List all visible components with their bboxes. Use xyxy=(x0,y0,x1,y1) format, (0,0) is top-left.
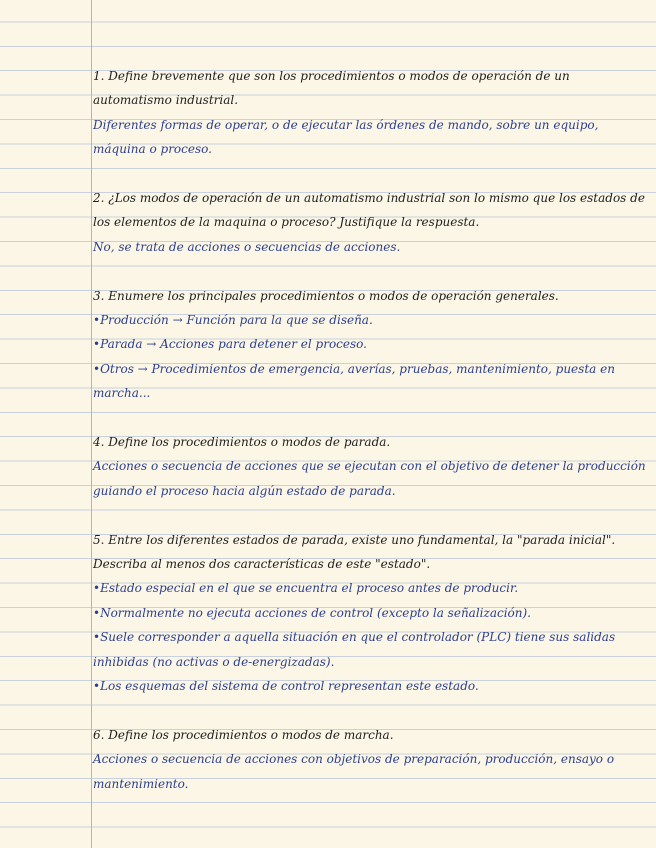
answer-text: Acciones o secuencia de acciones con objetivos de preparación, producción, ensayo o mantenimiento. xyxy=(93,752,615,791)
question-block-4 xyxy=(93,430,649,503)
question-text: 3. Enumere los principales procedimientos o modos de operación generales. xyxy=(93,288,559,303)
list-item: • Normalmente no ejecuta acciones de control (excepto la señalización). xyxy=(93,601,649,625)
notes-page xyxy=(93,64,649,821)
question-block-6 xyxy=(93,723,649,796)
question-block-1 xyxy=(93,64,649,162)
question-text: 1. Define brevemente que son los procedimientos o modos de operación de un automatismo industrial. xyxy=(93,69,570,108)
list-item: • Suele corresponder a aquella situación en que el controlador (PLC) tiene sus salidas inhibidas (no activas o de-energizadas). xyxy=(93,625,649,674)
list-item: • Los esquemas del sistema de control representan este estado. xyxy=(93,674,649,698)
answer-text: No, se trata de acciones o secuencias de acciones. xyxy=(93,239,401,254)
answer-list xyxy=(93,308,649,406)
list-item: • Parada → Acciones para detener el proceso. xyxy=(93,332,649,356)
list-item: • Otros → Procedimientos de emergencia, averías, pruebas, mantenimiento, puesta en marcha... xyxy=(93,357,649,406)
answer-list xyxy=(93,576,649,698)
question-block-2 xyxy=(93,186,649,259)
question-block-5 xyxy=(93,528,649,699)
question-text: 6. Define los procedimientos o modos de marcha. xyxy=(93,727,394,742)
question-text: 2. ¿Los modos de operación de un automatismo industrial son lo mismo que los estados de los elementos de la maquina o proceso? Justifique la respuesta. xyxy=(93,191,645,230)
question-text: 4. Define los procedimientos o modos de parada. xyxy=(93,435,391,450)
answer-text: Acciones o secuencia de acciones que se ejecutan con el objetivo de detener la producción guiando el proceso hacia algún estado de parada. xyxy=(93,459,646,498)
notebook-margin-line xyxy=(91,0,92,848)
list-item: • Producción → Función para la que se diseña. xyxy=(93,308,649,332)
list-item: • Estado especial en el que se encuentra el proceso antes de producir. xyxy=(93,576,649,600)
question-block-3 xyxy=(93,284,649,406)
question-text: 5. Entre los diferentes estados de parada, existe uno fundamental, la "parada inicial". Describa al menos dos características de este "estado". xyxy=(93,532,616,572)
answer-text: Diferentes formas de operar, o de ejecutar las órdenes de mando, sobre un equipo, máquina o proceso. xyxy=(93,117,599,157)
